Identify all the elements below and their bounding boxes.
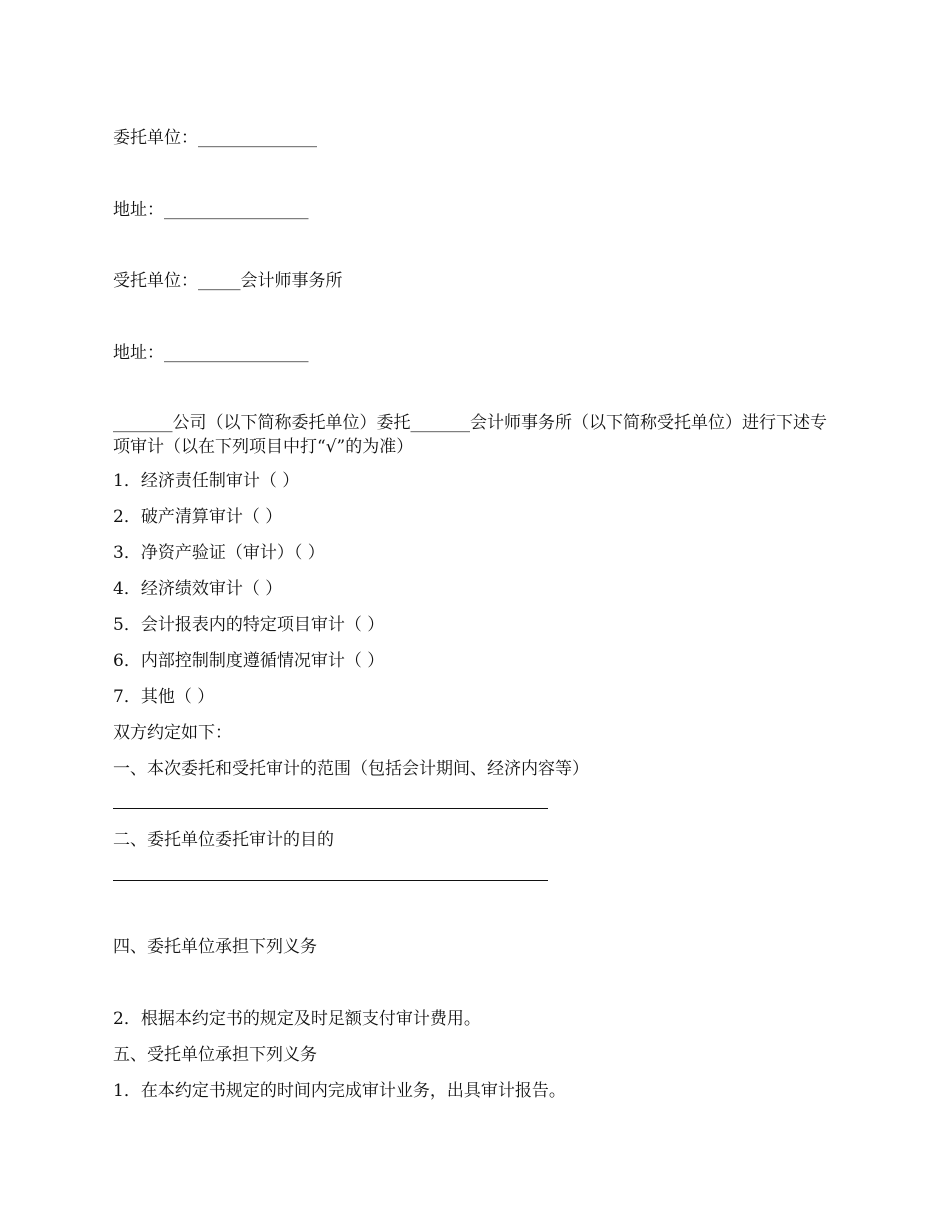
audit-item: 5．会计报表内的特定项目审计（ ）	[113, 615, 385, 635]
agreement-intro: 双方约定如下：	[113, 723, 232, 743]
purpose-blank-line	[113, 880, 548, 881]
section-scope-heading: 一、本次委托和受托审计的范围（包括会计期间、经济内容等）	[113, 759, 589, 779]
contractor-duty-item: 1．在本约定书规定的时间内完成审计业务，出具审计报告。	[113, 1081, 566, 1101]
audit-item: 6．内部控制制度遵循情况审计（ ）	[113, 651, 385, 671]
intro-paragraph: _______公司（以下简称委托单位）委托_______会计师事务所（以下简称受托单位）进行下述专项审计（以在下列项目中打“√”的为准）	[113, 413, 827, 457]
section-client-duties-heading: 四、委托单位承担下列义务	[113, 937, 317, 957]
section-contractor-duties-heading: 五、受托单位承担下列义务	[113, 1045, 317, 1065]
audit-item: 3．净资产验证（审计）（ ）	[113, 543, 325, 563]
audit-item: 1．经济责任制审计（ ）	[113, 471, 300, 491]
section-purpose-heading: 二、委托单位委托审计的目的	[113, 830, 334, 850]
client-duty-item: 2．根据本约定书的规定及时足额支付审计费用。	[113, 1009, 481, 1029]
audit-item: 7．其他（ ）	[113, 687, 215, 707]
audit-item: 4．经济绩效审计（ ）	[113, 579, 283, 599]
client-address-line: 地址：_________________	[113, 200, 309, 220]
client-unit-line: 委托单位：______________	[113, 128, 317, 148]
contractor-address-line: 地址：_________________	[113, 343, 309, 363]
scope-blank-line	[113, 808, 548, 809]
contractor-unit-line: 受托单位：_____会计师事务所	[113, 271, 343, 291]
audit-item: 2．破产清算审计（ ）	[113, 507, 283, 527]
